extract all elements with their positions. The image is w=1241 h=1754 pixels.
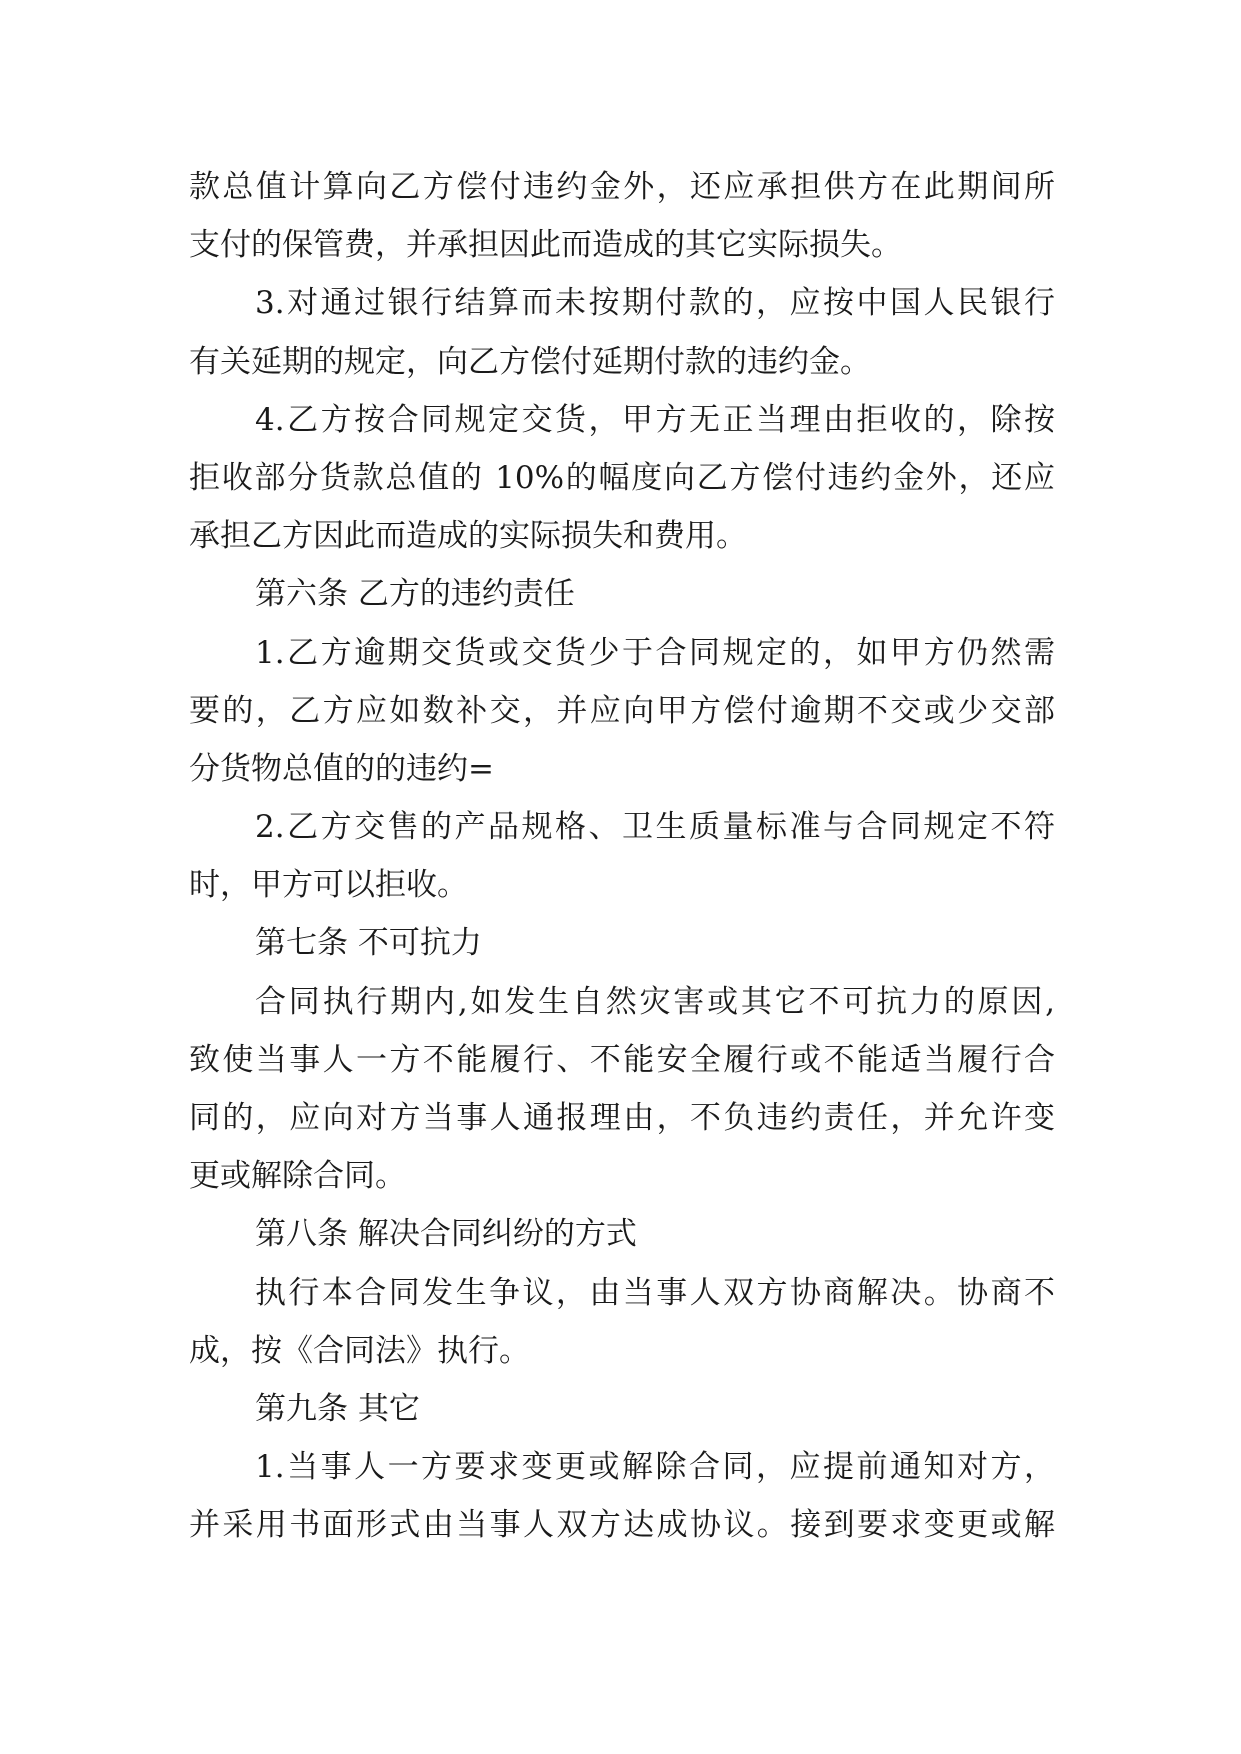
text-line: 承担乙方因此而造成的实际损失和费用。 bbox=[189, 518, 747, 555]
text-line: 支付的保管费，并承担因此而造成的其它实际损失。 bbox=[189, 227, 902, 264]
text-line: 同的，应向对方当事人通报理由，不负违约责任，并允许变 bbox=[189, 1100, 1055, 1136]
text-line: 并采用书面形式由当事人双方达成协议。接到要求变更或解 bbox=[189, 1507, 1055, 1544]
text-line: 要的，乙方应如数补交，并应向甲方偿付逾期不交或少交部 bbox=[189, 692, 1055, 729]
text-line: 款总值计算向乙方偿付违约金外，还应承担供方在此期间所 bbox=[189, 169, 1055, 205]
section-heading: 第七条 不可抗力 bbox=[255, 925, 482, 962]
text-line: 拒收部分货款总值的 10%的幅度向乙方偿付违约金外，还应 bbox=[189, 459, 1055, 496]
text-line: 成，按《合同法》执行。 bbox=[189, 1332, 530, 1369]
text-line: 致使当事人一方不能履行、不能安全履行或不能适当履行合 bbox=[189, 1041, 1055, 1078]
section-heading: 第六条 乙方的违约责任 bbox=[255, 576, 575, 613]
document-page bbox=[189, 158, 1055, 1555]
text-line: 更或解除合同。 bbox=[189, 1158, 406, 1195]
text-line: 1.当事人一方要求变更或解除合同，应提前通知对方， bbox=[255, 1449, 1055, 1486]
text-line: 1.乙方逾期交货或交货少于合同规定的，如甲方仍然需 bbox=[255, 634, 1055, 671]
text-line: 执行本合同发生争议，由当事人双方协商解决。协商不 bbox=[255, 1274, 1055, 1311]
text-line: 分货物总值的的违约= bbox=[189, 750, 494, 787]
text-line: 时，甲方可以拒收。 bbox=[189, 867, 468, 904]
section-heading: 第八条 解决合同纠纷的方式 bbox=[255, 1216, 637, 1253]
text-line: 2.乙方交售的产品规格、卫生质量标准与合同规定不符 bbox=[255, 809, 1055, 846]
text-line: 3.对通过银行结算而未按期付款的，应按中国人民银行 bbox=[255, 285, 1055, 322]
text-line: 4.乙方按合同规定交货，甲方无正当理由拒收的，除按 bbox=[255, 401, 1055, 438]
text-line: 有关延期的规定，向乙方偿付延期付款的违约金。 bbox=[189, 343, 871, 380]
text-line: 合同执行期内,如发生自然灾害或其它不可抗力的原因, bbox=[255, 983, 1055, 1020]
section-heading: 第九条 其它 bbox=[255, 1390, 420, 1427]
